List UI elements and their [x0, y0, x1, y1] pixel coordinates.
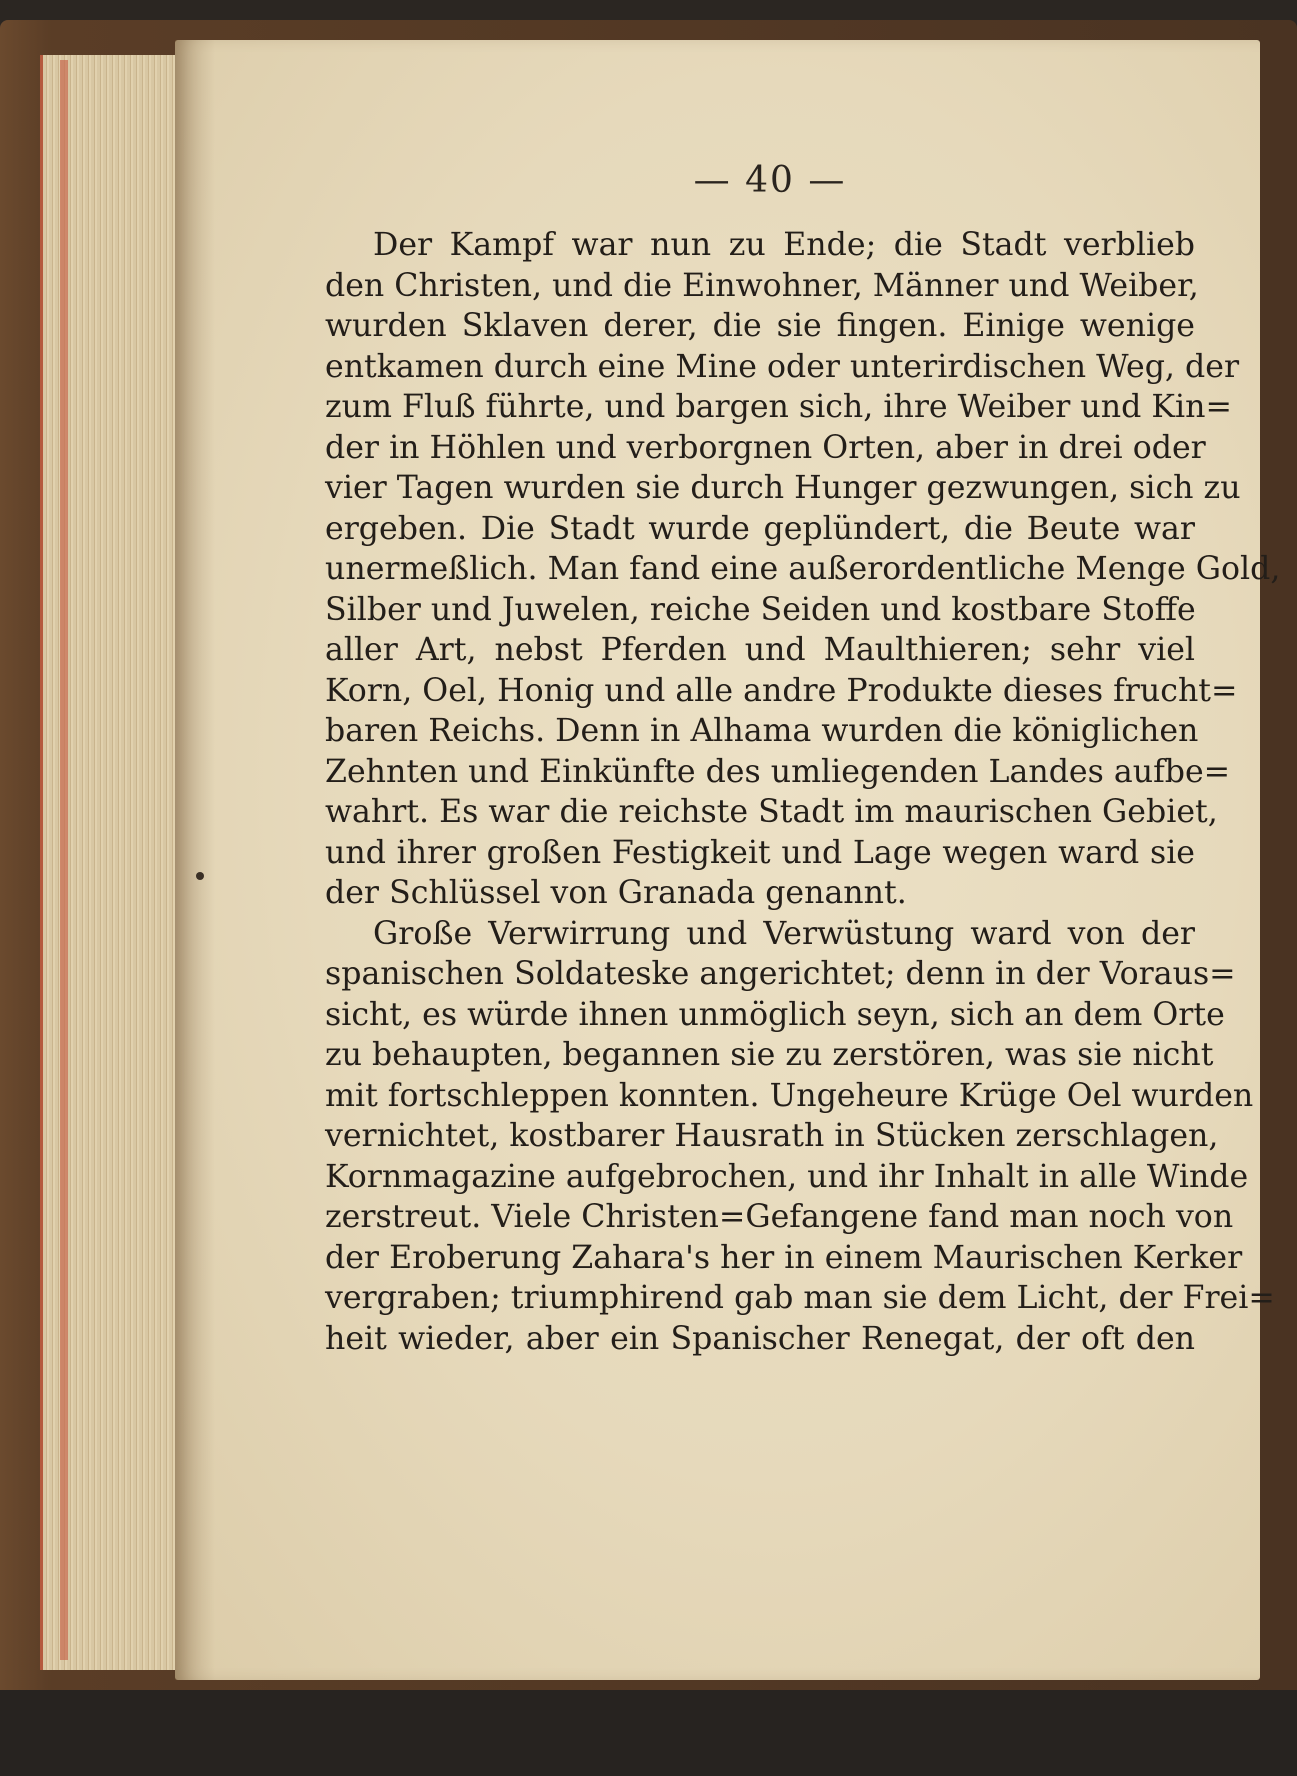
gutter-shadow	[175, 40, 215, 1680]
text-line: Korn, Oel, Honig und alle andre Produkte dieses frucht=	[325, 672, 1238, 709]
text-line: baren Reichs. Denn in Alhama wurden die königlichen	[325, 713, 1199, 749]
text-line: Silber und Juwelen, reiche Seiden und kostbare Stoffe	[325, 591, 1196, 628]
paragraph-2	[325, 914, 1275, 1360]
text-line: entkamen durch eine Mine oder unterirdischen Weg, der	[325, 348, 1240, 385]
text-line: spanischen Soldateske angerichtet; denn in der Voraus=	[325, 956, 1236, 992]
text-line: vergraben; triumphirend gab man sie dem Licht, der Frei=	[325, 1280, 1275, 1316]
text-line: wurden Sklaven derer, die sie fingen. Einige wenige	[325, 308, 1195, 344]
text-line: wahrt. Es war die reichste Stadt im maurischen Gebiet,	[325, 794, 1218, 830]
text-line: der Schlüssel von Granada genannt.	[325, 875, 907, 911]
text-line: Zehnten und Einkünfte des umliegenden Landes aufbe=	[325, 753, 1231, 790]
text-line: vier Tagen wurden sie durch Hunger gezwungen, sich zu	[325, 470, 1241, 506]
text-line: unermeßlich. Man fand eine außerordentliche Menge Gold,	[325, 551, 1281, 587]
text-line: und ihrer großen Festigkeit und Lage wegen ward sie	[325, 834, 1195, 871]
red-page-edge	[60, 60, 68, 1660]
text-line: Kornmagazine aufgebrochen, und ihr Inhalt in alle Winde	[325, 1158, 1249, 1195]
page-text	[325, 225, 1281, 1359]
page-number: — 40 —	[693, 160, 847, 201]
text-line: Große Verwirrung und Verwüstung ward von der	[373, 915, 1195, 952]
text-line: ergeben. Die Stadt wurde geplündert, die Beute war	[325, 510, 1195, 547]
text-line: vernichtet, kostbarer Hausrath in Stücken zerschlagen,	[325, 1118, 1219, 1154]
ink-speck	[196, 872, 204, 880]
text-line: mit fortschleppen konnten. Ungeheure Krüge Oel wurden	[325, 1077, 1254, 1114]
paragraph-1	[325, 225, 1281, 914]
text-line: zu behaupten, begannen sie zu zerstören, was sie nicht	[325, 1037, 1214, 1073]
text-line: heit wieder, aber ein Spanischer Renegat, der oft den	[325, 1320, 1195, 1357]
text-line: zerstreut. Viele Christen=Gefangene fand man noch von	[325, 1199, 1234, 1235]
text-line: den Christen, und die Einwohner, Männer und Weiber,	[325, 267, 1199, 304]
text-line: Der Kampf war nun zu Ende; die Stadt verblieb	[373, 227, 1195, 263]
text-line: der Eroberung Zahara's her in einem Maurischen Kerker	[325, 1239, 1243, 1276]
text-line: aller Art, nebst Pferden und Maulthieren; sehr viel	[325, 632, 1195, 668]
text-line: der in Höhlen und verborgnen Orten, aber in drei oder	[325, 429, 1206, 466]
text-line: zum Fluß führte, und bargen sich, ihre Weiber und Kin=	[325, 389, 1232, 425]
scan-background	[0, 1690, 1297, 1776]
text-line: sicht, es würde ihnen unmöglich seyn, sich an dem Orte	[325, 996, 1225, 1033]
